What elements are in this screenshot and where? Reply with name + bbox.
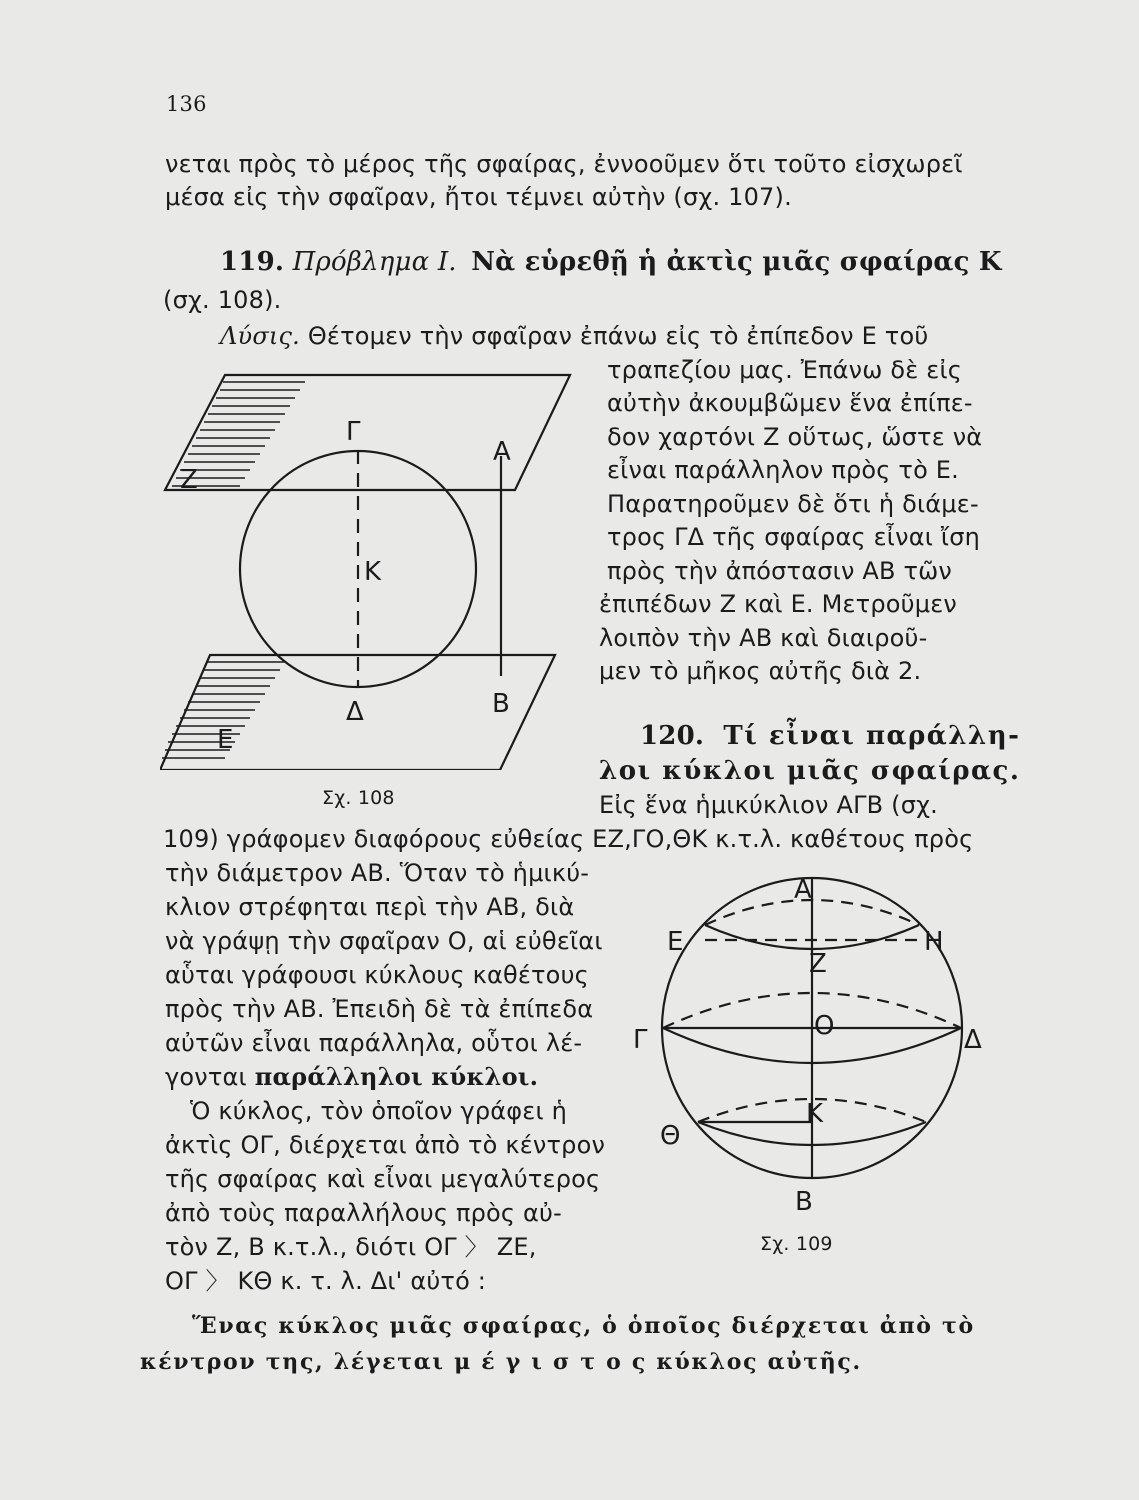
solution-first-text: Θέτομεν τὴν σφαῖραν ἐπάνω εἰς τὸ ἐπίπεδον Ε τοῦ	[307, 322, 929, 350]
section-120-body-1: τὴν διάμετρον ΑΒ. Ὅταν τὸ ἡμικύ-	[165, 859, 590, 887]
fig108-label-beta: Β	[492, 689, 510, 719]
section-120-body-5: πρὸς τὴν ΑΒ. Ἐπειδὴ δὲ τὰ ἐπίπεδα	[165, 995, 594, 1023]
fig108-label-kappa: Κ	[364, 557, 382, 587]
fig109-label-theta: Θ	[660, 1121, 681, 1151]
term-great-circle: μ έ γ ι σ τ ο ς	[454, 1349, 647, 1375]
fig109-label-zeta: Ζ	[809, 949, 827, 979]
solution-line-5: Παρατηροῦμεν δὲ ὅτι ἡ διάμε-	[607, 490, 979, 518]
section-120-body-2: κλιον στρέφηται περὶ τὴν ΑΒ, διὰ	[165, 893, 575, 921]
rule-line-2	[140, 1348, 862, 1376]
plane-z	[165, 375, 570, 490]
term-parallel-circles: παράλληλοι κύκλοι.	[254, 1062, 539, 1091]
section-120-title-2: λοι κύκλοι μιᾶς σφαίρας.	[599, 756, 1021, 786]
section-120-line-2: 109) γράφομεν διαφόρους εὐθείας ΕΖ,ΓΟ,ΘΚ κ.τ.λ. καθέτους πρὸς	[163, 825, 974, 853]
solution-line-1: τραπεζίου μας. Ἐπάνω δὲ εἰς	[607, 356, 963, 384]
figure-109	[630, 870, 1000, 1215]
fig109-label-beta: Β	[795, 1187, 813, 1215]
page-number: 136	[166, 92, 207, 116]
fig109-label-epsilon: Ε	[667, 927, 684, 957]
solution-line-2: αὐτὴν ἀκουμβῶμεν ἕνα ἐπίπε-	[607, 389, 973, 417]
section-120-body-7	[165, 1063, 538, 1091]
great-circle-line-1: Ὁ κύκλος, τὸν ὁποῖον γράφει ἡ	[190, 1097, 568, 1125]
fig108-label-zeta: Ζ	[180, 465, 198, 495]
section-120-body-3: νὰ γράψῃ τὴν σφαῖραν Ο, αἱ εὐθεῖαι	[165, 927, 603, 955]
section-119-title: Νὰ εὑρεθῇ ἡ ἀκτὶς μιᾶς σφαίρας Κ	[471, 247, 1002, 277]
figure-108-caption: Σχ. 108	[322, 787, 395, 809]
great-circle-line-5: τὸν Ζ, Β κ.τ.λ., διότι ΟΓ 〉 ΖΕ,	[165, 1233, 537, 1261]
fig109-label-alpha: Α	[794, 875, 812, 905]
fig109-label-gamma: Γ	[633, 1025, 648, 1055]
rule-line-1: Ἕνας κύκλος μιᾶς σφαίρας, ὁ ὁποῖος διέρχεται ἀπὸ τὸ	[192, 1313, 975, 1339]
section-119-tail: (σχ. 108).	[163, 286, 282, 314]
section-120-number: 120.	[640, 721, 705, 751]
great-circle-line-6: ΟΓ 〉 ΚΘ κ. τ. λ. Δι' αὐτό :	[165, 1267, 487, 1295]
solution-first-line	[220, 322, 928, 350]
section-120-line-1: Εἰς ἕνα ἡμικύκλιον ΑΓΒ (σχ.	[599, 791, 938, 819]
section-119-heading	[220, 248, 1002, 276]
intro-line-2: μέσα εἰς τὴν σφαῖραν, ἤτοι τέμνει αὐτὴν (σχ. 107).	[165, 183, 792, 211]
solution-line-3: δον χαρτόνι Ζ οὕτως, ὥστε νὰ	[607, 423, 983, 451]
figure-108	[160, 370, 590, 770]
section-119-label: Πρόβλημα Ι.	[292, 247, 457, 277]
fig109-label-kappa: Κ	[806, 1099, 824, 1129]
figure-109-caption: Σχ. 109	[760, 1233, 833, 1255]
fig109-label-eta: Η	[924, 927, 944, 957]
rule-line-2-post: κύκλος αὐτῆς.	[656, 1349, 862, 1375]
rule-line-2-pre: κέντρον της, λέγεται	[140, 1349, 445, 1375]
great-circle-line-2: ἀκτὶς ΟΓ, διέρχεται ἀπὸ τὸ κέντρον	[165, 1131, 606, 1159]
fig108-label-epsilon: Ε	[217, 725, 234, 755]
fig109-label-delta: Δ	[964, 1025, 982, 1055]
fig108-label-gamma: Γ	[346, 417, 361, 447]
solution-line-7: πρὸς τὴν ἀπόστασιν ΑΒ τῶν	[607, 557, 953, 585]
solution-line-6: τρος ΓΔ τῆς σφαίρας εἶναι ἴση	[607, 523, 981, 551]
solution-label: Λύσις.	[220, 322, 300, 350]
section-120-title-1: Τί εἶναι παράλλη-	[723, 721, 1021, 751]
solution-line-9: λοιπὸν τὴν ΑΒ καὶ διαιροῦ-	[599, 624, 928, 652]
solution-line-8: ἐπιπέδων Ζ καὶ Ε. Μετροῦμεν	[599, 590, 957, 618]
great-circle-line-4: ἀπὸ τοὺς παραλλήλους πρὸς αὐ-	[165, 1199, 562, 1227]
section-120-heading	[640, 722, 1020, 750]
solution-line-4: εἶναι παράλληλον πρὸς τὸ Ε.	[607, 456, 959, 484]
section-119-number: 119.	[220, 247, 285, 277]
section-120-last-line-pre: γονται	[165, 1063, 247, 1091]
section-120-body-6: αὐτῶν εἶναι παράλληλα, οὗτοι λέ-	[165, 1029, 583, 1057]
fig109-label-omicron: Ο	[814, 1011, 835, 1041]
solution-line-10: μεν τὸ μῆκος αὐτῆς διὰ 2.	[599, 657, 922, 685]
fig108-label-delta: Δ	[346, 697, 364, 727]
section-120-body-4: αὗται γράφουσι κύκλους καθέτους	[165, 961, 589, 989]
intro-line-1: νεται πρὸς τὸ μέρος τῆς σφαίρας, ἐννοοῦμεν ὅτι τοῦτο εἰσχωρεῖ	[165, 150, 963, 178]
fig108-label-alpha: Α	[493, 437, 511, 467]
great-circle-line-3: τῆς σφαίρας καὶ εἶναι μεγαλύτερος	[165, 1165, 601, 1193]
